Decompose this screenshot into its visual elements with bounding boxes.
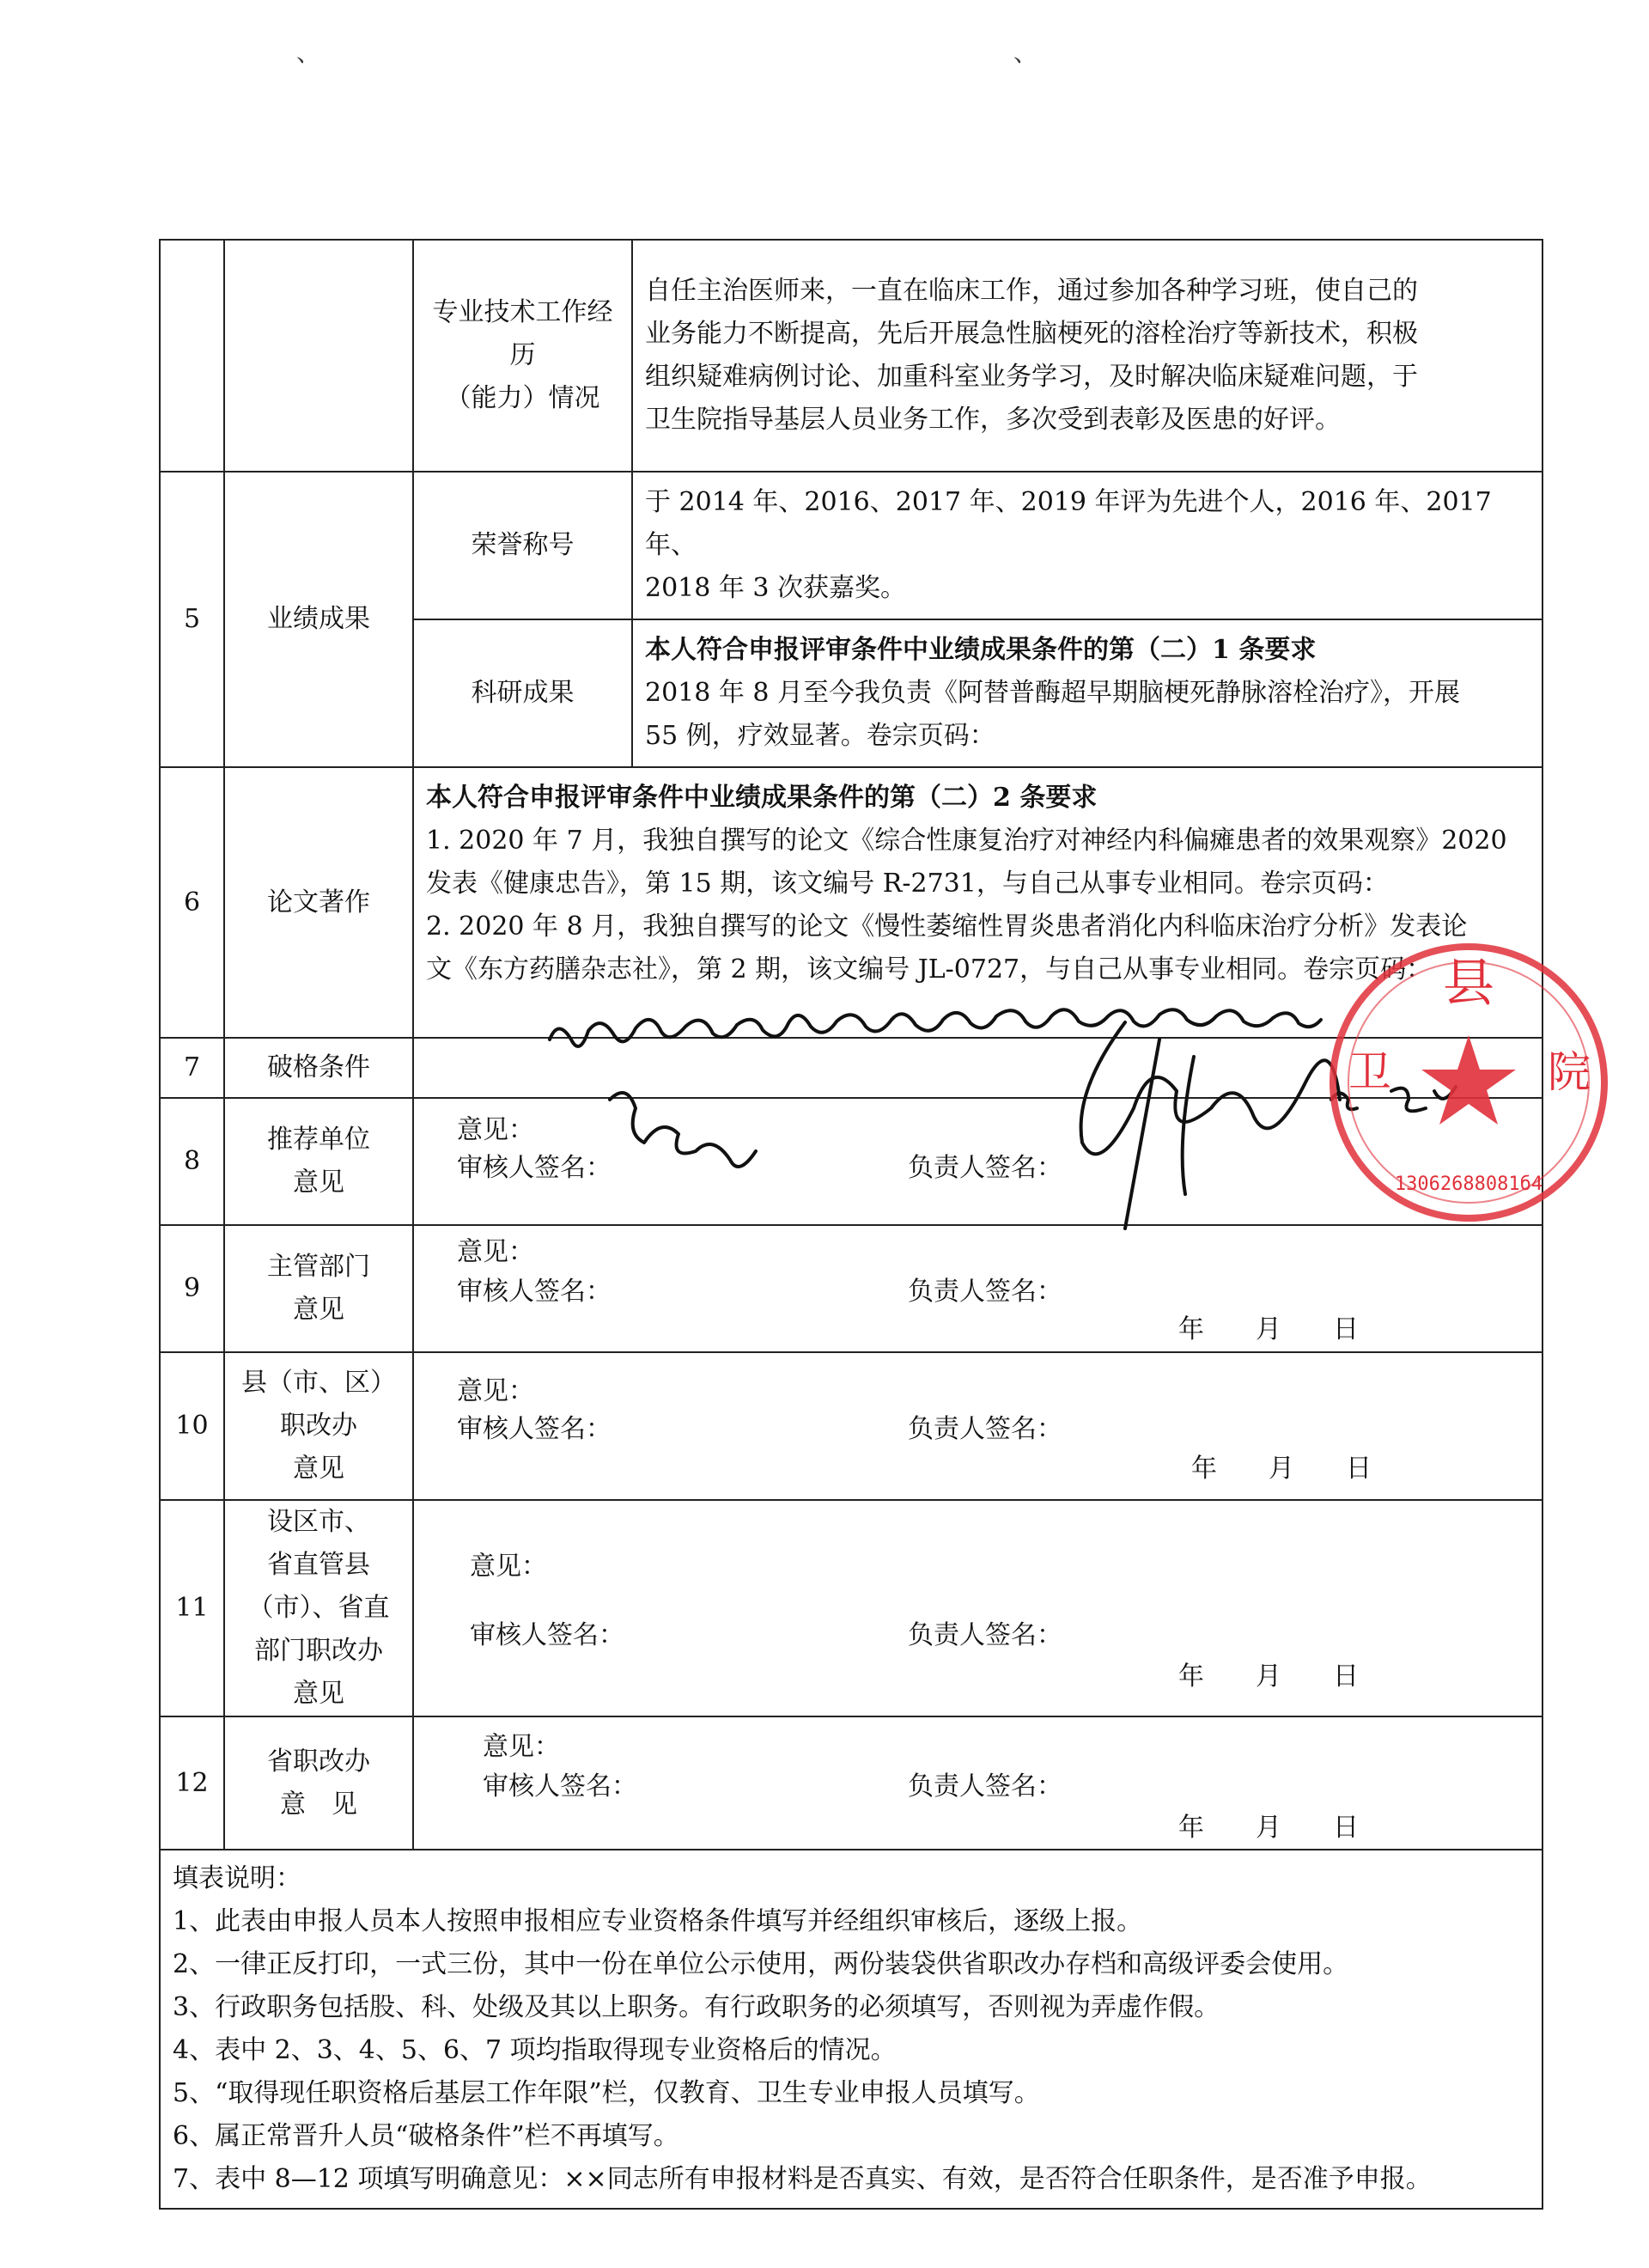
row-number: 5 — [160, 472, 224, 767]
seal-char: 院 — [1548, 1047, 1591, 1097]
row-10 — [160, 1352, 1543, 1500]
instructions-row — [160, 1850, 1543, 2209]
row-number: 11 — [160, 1500, 224, 1716]
row-label: 破格条件 — [224, 1038, 413, 1098]
row-number: 12 — [160, 1716, 224, 1850]
seal-char: 卫 — [1348, 1047, 1391, 1097]
leader-label: 负责人签名： — [908, 1153, 1062, 1183]
leader-label: 负责人签名： — [908, 1414, 1062, 1444]
row-number: 10 — [160, 1352, 224, 1500]
seal-number: 13062688081б4 — [1394, 1174, 1543, 1195]
experience-text: 自任主治医师来，一直在临床工作，通过参加各种学习班，使自己的 业务能力不断提高，先后开展急性脑梗死的溶栓治疗等新技术，积极 组织疑难病例讨论、加重科室业务学习，及时解决临床疑难问题，于 卫生院指导基层人员业务工作，多次受到表彰及医患的好评。 — [632, 240, 1543, 472]
date-label: 年 月 日 — [1191, 1454, 1372, 1484]
row-11 — [160, 1500, 1543, 1716]
seal-char: 县 — [1443, 954, 1494, 1014]
reviewer-label: 审核人签名： — [457, 1277, 612, 1307]
row-label: 推荐单位 意见 — [224, 1098, 413, 1225]
scan-mark: 、 — [296, 39, 321, 67]
row-label: 省职改办 意 见 — [224, 1716, 413, 1850]
official-seal — [1318, 932, 1619, 1233]
research-text: 本人符合申报评审条件中业绩成果条件的第（二）1 条要求 2018 年 8 月至今我负责《阿替普酶超早期脑梗死静脉溶栓治疗》，开展 55 例，疗效显著。卷宗页码： — [632, 619, 1543, 767]
row-label: 设区市、 省直管县 （市）、省直 部门职改办 意见 — [224, 1500, 413, 1716]
research-label: 科研成果 — [413, 619, 632, 767]
leader-label: 负责人签名： — [908, 1771, 1062, 1802]
row-number: 6 — [160, 767, 224, 1038]
row-number: 8 — [160, 1098, 224, 1225]
province-opinion-cell — [413, 1716, 1543, 1850]
row-label: 论文著作 — [224, 767, 413, 1038]
papers-text: 本人符合申报评审条件中业绩成果条件的第（二）2 条要求 1. 2020 年 7 月，我独自撰写的论文《综合性康复治疗对神经内科偏瘫患者的效果观察》2020 发表《健康忠告》，第 15 期，该文编号 R-2731，与自己从事专业相同。卷宗页码： 2. 2020 年 8 月，我独自撰写的论文《慢性萎缩性胃炎患者消化内科临床治疗分析》发表论 文《东方药膳杂志社》，第 2 期，该文编号 JL-0727，与自己从事专业相同。卷宗页码： — [413, 767, 1543, 1038]
row-label: 主管部门 意见 — [224, 1225, 413, 1352]
row-experience — [160, 240, 1543, 472]
reviewer-label: 审核人签名： — [470, 1620, 624, 1650]
reviewer-label: 审核人签名： — [483, 1771, 637, 1802]
date-label: 年 月 日 — [1178, 1813, 1359, 1843]
opinion-label: 意见： — [457, 1237, 534, 1267]
opinion-label: 意见： — [457, 1376, 534, 1406]
opinion-label: 意见： — [483, 1732, 560, 1762]
honor-text: 于 2014 年、2016、2017 年、2019 年评为先进个人，2016 年、2017 年、 2018 年 3 次获嘉奖。 — [632, 472, 1543, 619]
scan-mark: 、 — [1013, 39, 1038, 67]
leader-label: 负责人签名： — [908, 1277, 1062, 1307]
reviewer-label: 审核人签名： — [457, 1153, 612, 1183]
row-number: 9 — [160, 1225, 224, 1352]
opinion-label: 意见： — [457, 1115, 534, 1145]
row-12 — [160, 1716, 1543, 1850]
row-5-honor — [160, 472, 1543, 619]
honor-label: 荣誉称号 — [413, 472, 632, 619]
date-label: 年 月 日 — [1178, 1661, 1359, 1692]
reviewer-label: 审核人签名： — [457, 1414, 612, 1444]
county-opinion-cell — [413, 1352, 1543, 1500]
city-opinion-cell — [413, 1500, 1543, 1716]
opinion-label: 意见： — [470, 1552, 547, 1582]
row-label: 业绩成果 — [224, 472, 413, 767]
instructions: 填表说明： 1、此表由申报人员本人按照申报相应专业资格条件填写并经组织审核后，逐级上报。 2、一律正反打印，一式三份，其中一份在单位公示使用，两份装袋供省职改办存档和高级评委会使用。 3、行政职务包括股、科、处级及其以上职务。有行政职务的必须填写，否则视为弄虚作假。 4、表中 2、3、4、5、6、7 项均指取得现专业资格后的情况。 5、“取得现任职资格后基层工作年限”栏，仅教育、卫生专业申报人员填写。 6、属正常晋升人员“破格条件”栏不再填写。 7、表中 8—12 项填写明确意见：××同志所有申报材料是否真实、有效，是否符合任职条件，是否准予申报。 — [160, 1850, 1543, 2209]
row-number: 7 — [160, 1038, 224, 1098]
leader-label: 负责人签名： — [908, 1620, 1062, 1650]
date-label: 年 月 日 — [1178, 1314, 1359, 1344]
row-label: 县（市、区） 职改办 意见 — [224, 1352, 413, 1500]
experience-label: 专业技术工作经历 （能力）情况 — [413, 240, 632, 472]
